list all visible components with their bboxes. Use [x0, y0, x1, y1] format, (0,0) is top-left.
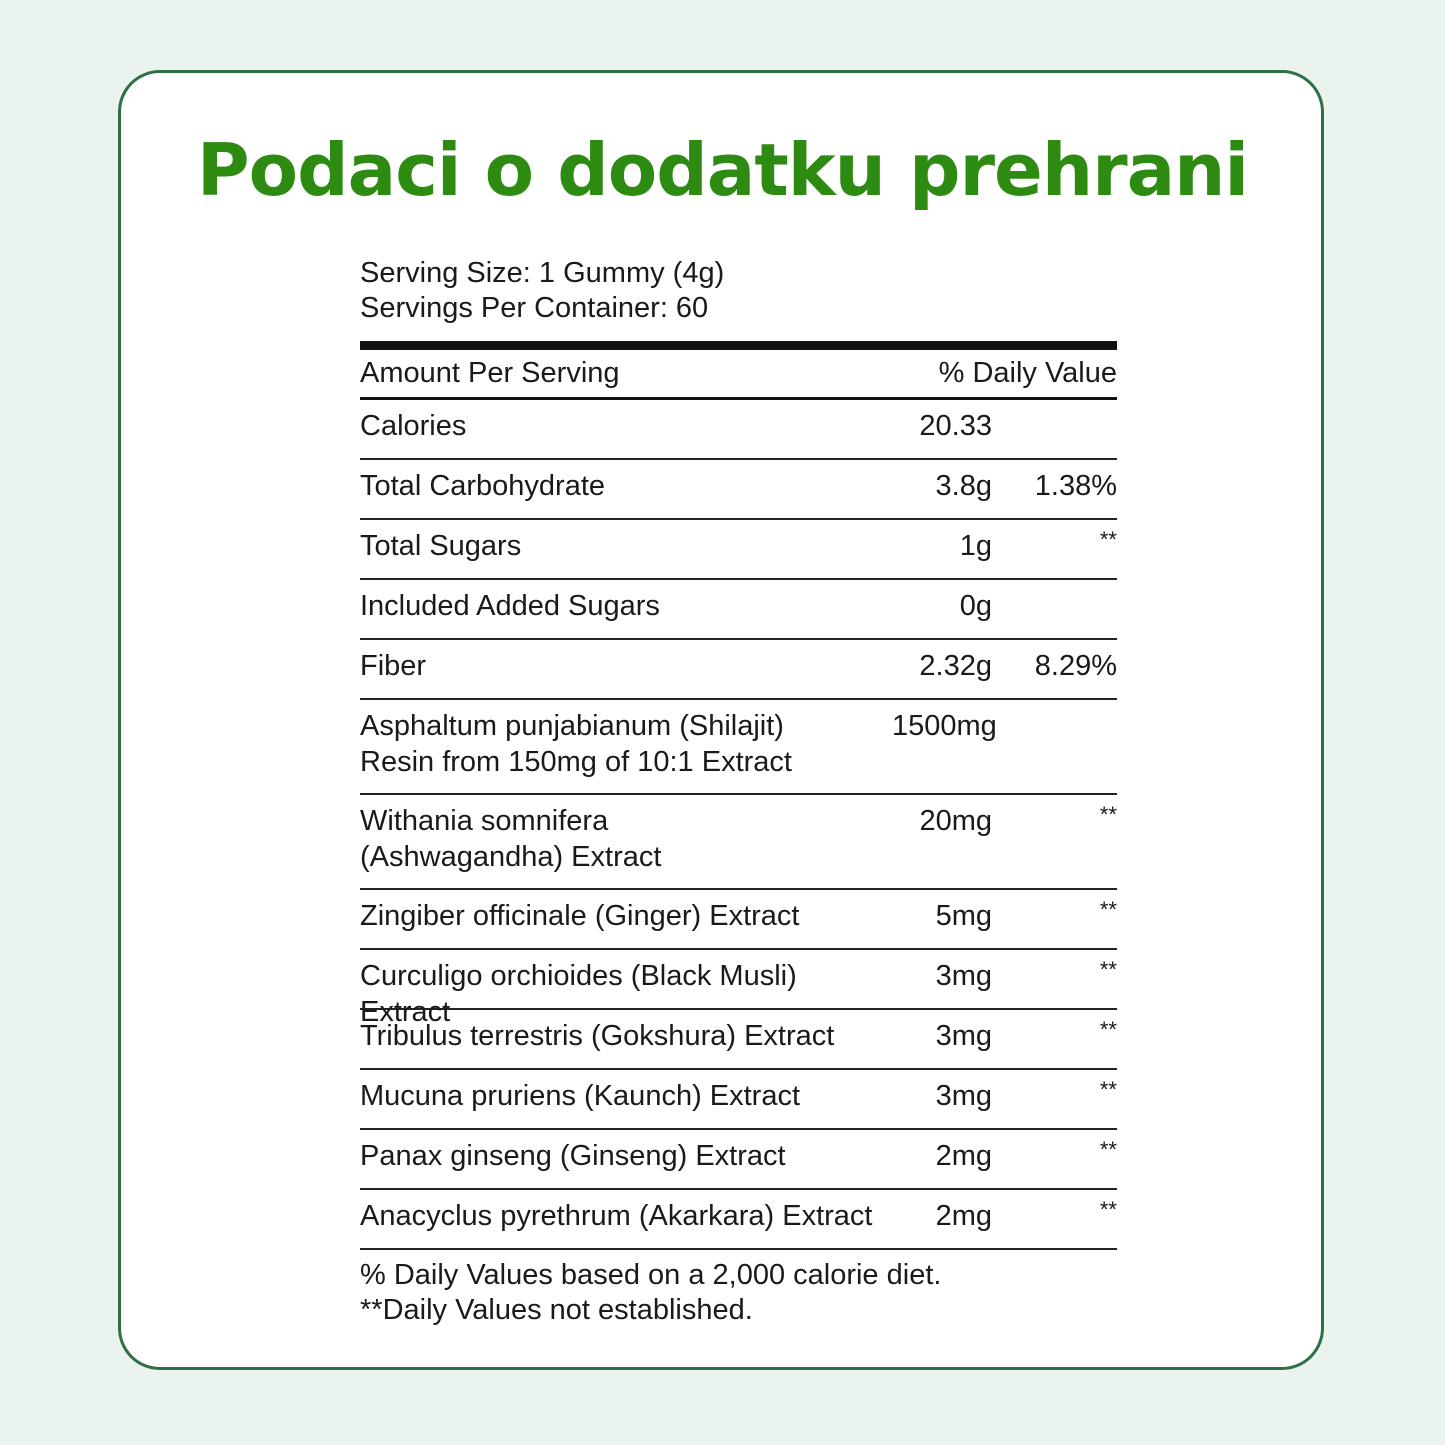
nutrient-name: Withania somnifera (Ashwagandha) Extract [360, 805, 662, 873]
nutrient-amount: 2.32g [919, 650, 992, 682]
amount-per-serving-label: Amount Per Serving [360, 357, 620, 389]
footnote [360, 1258, 1117, 1328]
nutrient-daily-value: 1.38% [1034, 470, 1117, 502]
nutrient-table [360, 400, 1117, 1250]
nutrient-amount: 3mg [935, 1020, 992, 1052]
nutrient-name: Mucuna pruriens (Kaunch) Extract [360, 1080, 801, 1112]
table-header [360, 350, 1117, 400]
nutrient-amount: 20.33 [919, 410, 992, 442]
serving-size: Serving Size: 1 Gummy (4g) [360, 257, 725, 289]
nutrient-amount: 3mg [935, 1080, 992, 1112]
table-row [360, 580, 1117, 640]
nutrient-name: Total Sugars [360, 530, 522, 562]
table-row [360, 1130, 1117, 1190]
nutrient-amount: 20mg [919, 805, 992, 837]
table-row [360, 890, 1117, 950]
footnote-not-established: **Daily Values not established. [360, 1294, 753, 1326]
nutrient-amount: 5mg [935, 900, 992, 932]
table-row [360, 460, 1117, 520]
nutrient-name: Curculigo orchioides (Black Musli) Extract [360, 960, 797, 1028]
table-row [360, 1190, 1117, 1250]
daily-value-label: % Daily Value [938, 357, 1117, 389]
nutrient-amount: 0g [959, 590, 992, 622]
table-row [360, 1070, 1117, 1130]
nutrient-daily-value: 8.29% [1034, 650, 1117, 682]
table-row [360, 950, 1117, 1028]
nutrient-amount: 1g [959, 530, 992, 562]
nutrient-amount: 2mg [935, 1200, 992, 1232]
nutrient-name: Included Added Sugars [360, 590, 660, 622]
table-row [360, 795, 1117, 890]
nutrient-name: Anacyclus pyrethrum (Akarkara) Extract [360, 1200, 873, 1232]
nutrient-name: Fiber [360, 650, 427, 682]
nutrient-daily-value: ** [1099, 957, 1117, 982]
nutrient-daily-value: ** [1099, 1077, 1117, 1102]
table-row [360, 400, 1117, 460]
nutrient-amount: 3mg [935, 960, 992, 992]
nutrient-name: Calories [360, 410, 467, 442]
table-row [360, 700, 1117, 795]
nutrient-daily-value: ** [1099, 897, 1117, 922]
nutrient-daily-value: ** [1099, 1017, 1117, 1042]
servings-per-container: Servings Per Container: 60 [360, 292, 709, 324]
nutrient-amount: 1500mg [892, 710, 997, 742]
thick-divider [360, 341, 1117, 350]
nutrient-name: Asphaltum punjabianum (Shilajit) Resin from 150mg of 10:1 Extract [360, 710, 792, 778]
page-title: Podaci o dodatku prehrani [196, 128, 1249, 212]
table-row [360, 1010, 1117, 1070]
nutrient-name: Zingiber officinale (Ginger) Extract [360, 900, 800, 932]
nutrient-daily-value: ** [1099, 802, 1117, 827]
nutrient-name: Tribulus terrestris (Gokshura) Extract [360, 1020, 835, 1052]
nutrient-daily-value: ** [1099, 527, 1117, 552]
table-row [360, 640, 1117, 700]
nutrient-name: Total Carbohydrate [360, 470, 606, 502]
nutrient-daily-value: ** [1099, 1197, 1117, 1222]
footnote-daily-values: % Daily Values based on a 2,000 calorie diet. [360, 1259, 942, 1291]
nutrient-amount: 2mg [935, 1140, 992, 1172]
table-row [360, 520, 1117, 580]
nutrient-daily-value: ** [1099, 1137, 1117, 1162]
nutrient-name: Panax ginseng (Ginseng) Extract [360, 1140, 786, 1172]
nutrient-amount: 3.8g [935, 470, 992, 502]
supplement-facts-panel [360, 256, 1117, 1328]
